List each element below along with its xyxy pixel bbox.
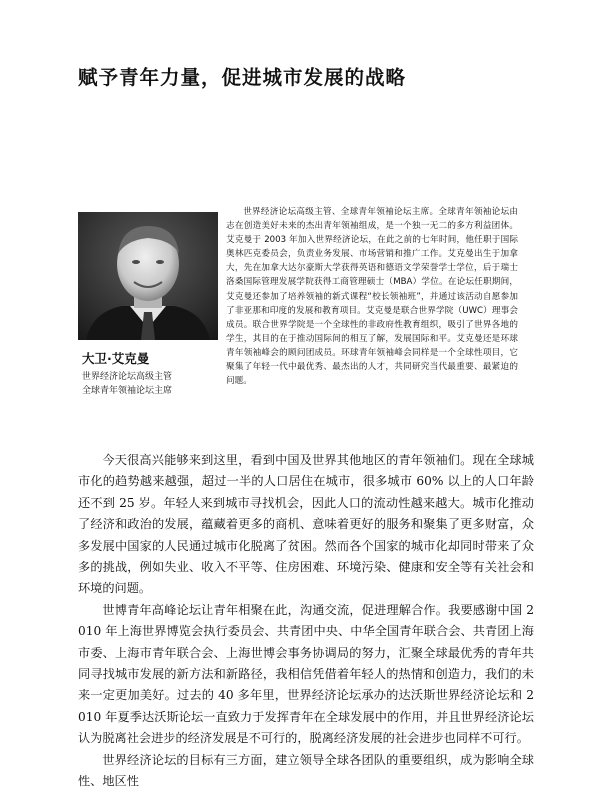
body-paragraph: 世界经济论坛的目标有三方面，建立领导全球各团队的重要组织，成为影响全球性、地区性 <box>78 752 534 789</box>
author-bio <box>226 205 518 388</box>
author-role: 世界经济论坛高级主管 <box>82 372 173 382</box>
portrait-image <box>78 212 218 340</box>
bio-text: 世界经济论坛高级主管、全球青年领袖论坛主席。全球青年领袖论坛由志在创造美好未来的杰出青年领袖组成，是一个独一无二的多方利益团体。艾克曼于 2003 年加入世界经济论坛，在此之前的七年时间，他任职于国际奥林匹克委员会，负责业务发展、市场营销和推广工作。艾克曼出生于加拿大，先在加拿大达尔豪斯大学获得英语和德语文学荣誉学士学位，后于瑞士洛桑国际管理发展学院获得工商管理硕士（MBA）学位。在论坛任职期间，艾克曼还参加了培养领袖的新式课程“校长领袖班”，并通过该活动自愿参加了非亚那和印度的发展和教育项目。艾克曼是联合世界学院（UWC）理事会成员。联合世界学院是一个全球性的非政府性教育组织，吸引了世界各地的学生，其目的在于推动国际间的相互了解，发展国际和平。艾克曼还是环球青年领袖峰会的顾问团成员。环球青年领袖峰会同样是一个全球性项目，它聚集了年轻一代中最优秀、最杰出的人才，共同研究当代最重要、最紧迫的问题。 <box>226 207 518 387</box>
article-title: 赋予青年力量，促进城市发展的战略 <box>78 66 407 89</box>
author-photo <box>78 212 218 340</box>
author-name: 大卫·艾克曼 <box>82 351 150 366</box>
body-paragraph: 今天很高兴能够来到这里，看到中国及世界其他地区的青年领袖们。现在全球城市化的趋势越来越强，超过一半的人口居住在城市，很多城市 60% 以上的人口年龄还不到 25 岁。年轻人来到城市寻找机会，因此人口的流动性越来越大。城市化推动了经济和政治的发展，蕴藏着更多的商机、意味着更好的服务和聚集了更多财富，众多发展中国家的人民通过城市化脱离了贫困。然而各个国家的城市化却同时带来了众多的挑战，例如失业、收入不平等、住房困难、环境污染、健康和安全等有关社会和环境的问题。 <box>78 453 534 596</box>
article-body <box>78 450 534 793</box>
author-role: 全球青年领袖论坛主席 <box>82 386 173 396</box>
body-paragraph: 世博青年高峰论坛让青年相聚在此，沟通交流，促进理解合作。我要感谢中国 2010 年上海世界博览会执行委员会、共青团中央、中华全国青年联合会、共青团上海市委、上海市青年联合会、上海世博会事务协调局的努力，汇聚全球最优秀的青年共同寻找城市发展的新方法和新路径，我相信凭借着年轻人的热情和创造力，我们的未来一定更加美好。过去的 40 多年里，世界经济论坛承办的达沃斯世界经济论坛和 2010 年夏季达沃斯论坛一直致力于发挥青年在全球发展中的作用，并且世界经济论坛认为脱离社会进步的经济发展是不可行的，脱离经济发展的社会进步也同样不可行。 <box>78 602 534 746</box>
